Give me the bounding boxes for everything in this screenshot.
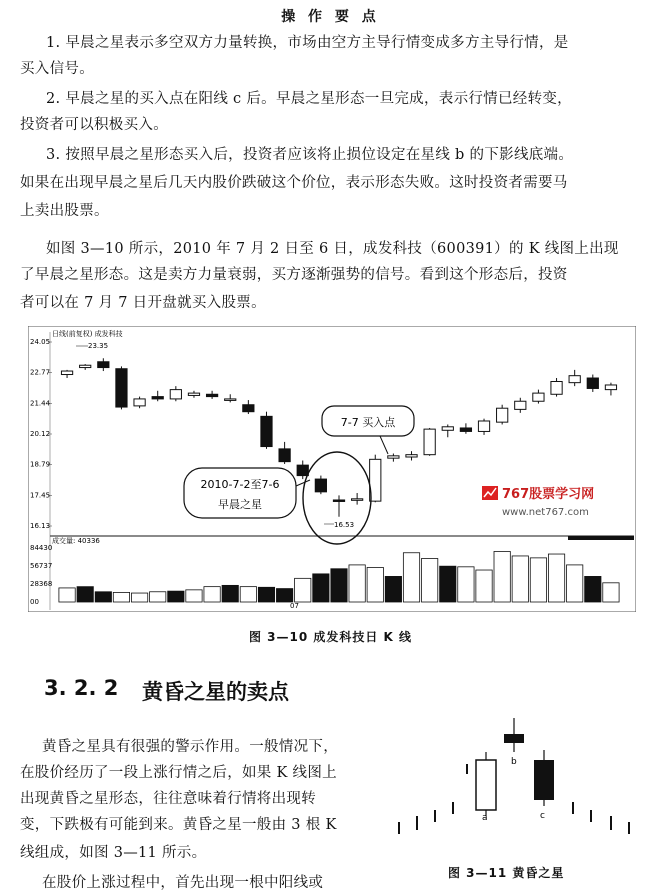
candle-bullish [80, 365, 91, 367]
volume-bar [77, 587, 93, 602]
volume-bar [421, 559, 437, 602]
candle-bearish [116, 369, 127, 407]
volume-bar [204, 587, 220, 602]
volume-bar [168, 591, 184, 602]
price-tick-label: 21.44 [30, 399, 51, 408]
volume-bar [295, 578, 311, 602]
candle-bearish [243, 405, 254, 412]
point-1-line-2: 买入信号。 [20, 61, 94, 77]
section-heading: 操 作 要 点 [281, 9, 380, 25]
price-tick-label: 18.79 [30, 460, 51, 469]
volume-bar [150, 592, 166, 602]
subsection-title: 黄昏之星的卖点 [142, 680, 289, 704]
candle-bullish [551, 381, 562, 394]
candle-bearish [98, 362, 109, 368]
candle-bullish [352, 499, 363, 501]
candle-a-label: a [482, 813, 488, 823]
candle-bearish [261, 416, 272, 446]
price-tick-label: 20.12 [30, 430, 51, 438]
candle-bullish [225, 399, 236, 401]
candle-bearish [206, 394, 217, 396]
candle-bearish [297, 465, 308, 475]
chart-header-label: 日线(前复权) 成发科技 [52, 330, 123, 338]
volume-bar [349, 565, 365, 602]
volume-bar [276, 589, 292, 602]
volume-bar [458, 567, 474, 602]
volume-header-bar [568, 536, 634, 540]
candle-bearish [587, 378, 598, 388]
low-price-marker: 16.53 [334, 521, 355, 529]
volume-bar [548, 554, 564, 602]
volume-bar [186, 590, 202, 602]
point-2-line-2: 投资者可以积极买入。 [20, 117, 168, 133]
volume-bar [258, 587, 274, 602]
price-tick-label: 17.45 [30, 491, 51, 500]
price-tick-label: 24.05 [30, 338, 51, 346]
candle-bullish [497, 408, 508, 422]
candle-bullish [134, 399, 145, 406]
candle-bearish [460, 428, 471, 431]
evening-star-diagram [392, 712, 642, 836]
body-line-2: 在股价经历了一段上涨行情之后，如果 K 线图上 [20, 765, 337, 781]
candle-bullish [569, 376, 580, 383]
figure-3-11-caption: 图 3—11 黄昏之星 [448, 866, 565, 880]
candle-bearish [152, 397, 163, 399]
volume-bar [59, 588, 75, 602]
volume-bar [476, 570, 492, 602]
volume-bar [313, 574, 329, 602]
volume-header: 成交量: 40336 [52, 537, 100, 545]
point-3-line-3: 上卖出股票。 [20, 203, 109, 219]
volume-bar [603, 583, 619, 602]
candle-bullish [188, 393, 199, 395]
body-line-4: 变，下跌极有可能到来。黄昏之星一般由 3 根 K [20, 817, 337, 833]
candle-bullish [605, 385, 616, 390]
x-axis-label: 07 [290, 602, 299, 610]
volume-bar [367, 567, 383, 602]
example-line-1: 如图 3—10 所示，2010 年 7 月 2 日至 6 日，成发科技（600391）的 K 线图上出现 [46, 241, 619, 257]
buy-callout-text: 7-7 买入点 [340, 416, 396, 429]
candle-bullish [170, 390, 181, 399]
candle-bearish [333, 500, 344, 502]
volume-bar [385, 576, 401, 602]
body-line-5: 线组成，如图 3—11 所示。 [20, 845, 207, 861]
candle-bullish [61, 371, 72, 374]
point-3-line-1: 3. 按照早晨之星形态买入后，投资者应该将止损位设定在星线 b 的下影线底端。 [46, 147, 574, 163]
volume-bar [131, 593, 147, 602]
candle-c-body [534, 760, 554, 800]
volume-bar [440, 566, 456, 602]
volume-tick-label: 84430 [30, 544, 53, 552]
watermark-url: www.net767.com [502, 507, 589, 518]
volume-tick-label: 56737 [30, 562, 53, 570]
watermark-brand: 767股票学习网 [502, 487, 595, 502]
volume-tick-label: 28368 [30, 580, 53, 588]
volume-tick-label: 00 [30, 598, 39, 606]
pattern-callout-line-1: 2010-7-2至7-6 [200, 478, 280, 491]
diagram-ticks [398, 764, 630, 834]
candle-bullish [388, 456, 399, 458]
candle-bullish [515, 401, 526, 409]
price-tick-label: 22.77 [30, 368, 51, 377]
kline-chart [28, 326, 636, 612]
candle-a-body [476, 760, 496, 810]
body-line-3: 出现黄昏之星形态，往往意味着行情将出现转 [20, 791, 316, 807]
volume-bar [240, 587, 256, 602]
example-line-2: 了早晨之星形态。这是卖方力量衰弱，买方逐渐强势的信号。看到这个形态后，投资 [20, 267, 568, 283]
subsection-number: 3. 2. 2 [44, 676, 119, 700]
candle-bullish [478, 421, 489, 431]
price-tick-label: 16.13 [30, 522, 51, 530]
pattern-callout-line-2: 早晨之星 [218, 498, 262, 511]
volume-bar [585, 576, 601, 602]
volume-bar [222, 585, 238, 602]
volume-bar [494, 551, 510, 602]
candle-bullish [424, 429, 435, 455]
point-3-line-2: 如果在出现早晨之星后几天内股价跌破这个价位，表示形态失败。这时投资者需要马 [20, 175, 568, 191]
candle-bullish [533, 393, 544, 401]
volume-bar [530, 558, 546, 602]
volume-bar [567, 565, 583, 602]
point-1-line-1: 1. 早晨之星表示多空双方力量转换，市场由空方主导行情变成多方主导行情，是 [46, 35, 569, 51]
volume-bar [113, 592, 129, 602]
figure-3-10-caption: 图 3—10 成发科技日 K 线 [248, 630, 413, 644]
volume-bar [403, 553, 419, 602]
candle-c-label: c [540, 811, 545, 821]
body-line-6: 在股价上涨过程中，首先出现一根中阳线或 [42, 875, 324, 891]
point-2-line-1: 2. 早晨之星的买入点在阳线 c 后。早晨之星形态一旦完成，表示行情已经转变， [46, 91, 572, 107]
candle-bearish [279, 449, 290, 462]
volume-bar [512, 556, 528, 602]
body-line-1: 黄昏之星具有很强的警示作用。一般情况下， [42, 739, 338, 755]
example-line-3: 者可以在 7 月 7 日开盘就买入股票。 [20, 295, 266, 311]
candle-bullish [442, 427, 453, 430]
top-price-marker: 23.35 [88, 342, 109, 350]
candle-bearish [315, 479, 326, 492]
volume-bar [331, 569, 347, 602]
candle-bullish [406, 455, 417, 457]
volume-bar [95, 592, 111, 602]
candle-b-body [504, 734, 524, 743]
candle-b-label: b [511, 757, 517, 767]
